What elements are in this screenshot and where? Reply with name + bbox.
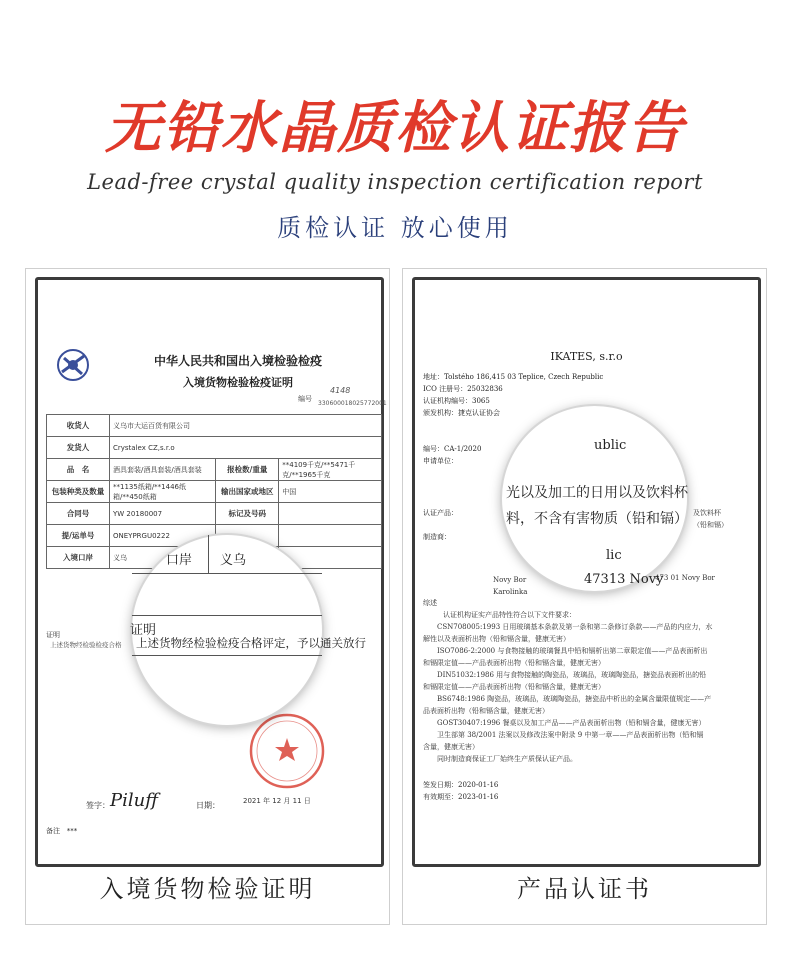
table-row — [47, 503, 382, 525]
form-label: 报检数/重量 — [216, 459, 279, 481]
ico-line: ICO 注册号：25032836 — [423, 385, 503, 393]
cert-text: 上述货物经检验检疫合格 — [50, 641, 122, 649]
table-row — [47, 437, 382, 459]
product-tail-2: （铅和镉） — [693, 521, 728, 529]
remark — [46, 826, 77, 836]
summary-line: CSN708005:1993 日用玻璃基本条款及第一条和第二条修订条款——产品的内应力，水 — [437, 623, 713, 631]
signature-label: 签字： — [86, 801, 110, 810]
page-title: 无铅水晶质检认证报告 — [105, 96, 685, 161]
form-value: ONEYPRGU0222 — [110, 525, 216, 547]
summary-label: 综述 — [423, 599, 437, 607]
summary-line: GOST30407:1996 餐桌以及加工产品——产品表面析出物（铅和镉含量，健康无害） — [437, 719, 706, 727]
form-value: YW 20180007 — [110, 503, 216, 525]
magnifier-lens — [502, 406, 687, 591]
lens-text: 义乌 — [220, 553, 247, 568]
form-value: 义乌市大运百货有限公司 — [110, 415, 382, 437]
issue-date-line: 签发日期：2020-01-16 — [423, 781, 499, 789]
certificate-title: 入境货物检验检疫证明 — [183, 376, 293, 389]
form-label: 收货人 — [47, 415, 110, 437]
magnifier-lens — [130, 535, 366, 725]
summary-line: 解性以及表面析出物（铅和镉含量，健康无害） — [423, 635, 570, 643]
lens-text: 上述货物经检验检疫合格评定，予以通关放行 — [136, 636, 366, 650]
card-caption: 产品认证书 — [517, 875, 652, 903]
table-row — [47, 415, 382, 437]
valid-until-line: 有效期至：2023-01-16 — [423, 793, 499, 801]
remark-label: 备注 — [46, 827, 60, 835]
summary-line: 品表面析出物（铅和镉含量，健康无害） — [423, 707, 549, 715]
form-value: **4109千克/**5471千克/**1965千克 — [279, 459, 382, 481]
card-caption: 入境货物检验证明 — [99, 875, 316, 903]
lens-text: 口岸 — [166, 553, 193, 568]
official-seal-icon — [248, 712, 326, 790]
lens-text: 证明 — [130, 623, 157, 638]
summary-line: 同时制造商保证工厂始终生产质保认证产品。 — [437, 755, 577, 763]
summary-line: 认证机构证实产品特性符合以下文件要求： — [443, 611, 576, 619]
form-value: **1135纸箱/**1446纸箱/**450纸箱 — [110, 481, 216, 503]
issuer-line: 颁发机构：捷克认证协会 — [423, 409, 500, 417]
lens-table-line — [132, 573, 322, 574]
form-label: 包装种类及数量 — [47, 481, 110, 503]
table-row — [47, 481, 382, 503]
inspection-certificate-card[interactable] — [25, 268, 390, 925]
lens-table-line — [132, 615, 322, 616]
cert-org-no-line: 认证机构编号：3065 — [423, 397, 490, 405]
form-label: 品 名 — [47, 459, 110, 481]
form-label: 输出国家或地区 — [216, 481, 279, 503]
form-label: 发货人 — [47, 437, 110, 459]
address-line: 地址：Tolstého 186,415 03 Teplice, Czech Republic — [423, 373, 604, 381]
issuing-authority: 中华人民共和国出入境检验检疫 — [153, 354, 322, 368]
form-value — [279, 525, 382, 547]
page-subtitle-english: Lead-free crystal quality inspection certification report — [87, 170, 703, 194]
handwritten-number: 4148 — [330, 386, 351, 395]
number-line: 编号：CA-1/2020 — [423, 445, 482, 453]
lens-text: 光以及加工的日用以及饮料杯 — [506, 485, 688, 501]
maker-label: 制造商： — [423, 533, 451, 541]
summary-line: DIN51032:1986 用与食物接触的陶瓷品，玻璃品，玻璃陶瓷品，搪瓷品表面析出的铅 — [437, 671, 707, 679]
maker-address: Karolinka — [493, 588, 528, 596]
summary-line: 卫生部第 38/2001 法案以及修改法案中附录 9 中第一章——产品表面析出物（铅和镉 — [437, 731, 704, 739]
applicant-label: 申请单位： — [423, 457, 458, 465]
summary-line: 和镉限定值——产品表面析出物（铅和镉含量，健康无害） — [423, 683, 605, 691]
page-slogan: 质检认证 放心使用 — [277, 214, 513, 242]
form-value: 酒具套装/酒具套装/酒具套装 — [110, 459, 216, 481]
form-value — [279, 503, 382, 525]
lens-text: ublic — [594, 438, 627, 453]
lens-table-line — [132, 655, 322, 656]
product-certificate-document — [412, 277, 761, 867]
lens-text: 料，不含有害物质（铅和镉） — [506, 511, 688, 527]
table-row — [47, 459, 382, 481]
remark-value: *** — [66, 827, 78, 835]
form-value: 义乌 — [110, 547, 216, 569]
date-label: 日期： — [196, 801, 220, 810]
product-tail: 及饮料杯 — [693, 509, 721, 517]
maker-address: 473 01 Novy Bor — [655, 574, 715, 582]
number-label: 编号 — [298, 395, 312, 403]
lens-text: 47313 Novy — [584, 572, 664, 587]
summary-line: BS6748:1986 陶瓷品，玻璃品，玻璃陶瓷品，搪瓷品中析出的金属含量限值规定——产 — [437, 695, 712, 703]
signature: Piluff — [110, 790, 158, 811]
form-label: 提/运单号 — [47, 525, 110, 547]
inspection-certificate-document — [35, 277, 387, 867]
summary-line: 含量，健康无害） — [423, 743, 479, 751]
number-value: 330600018025772001 — [318, 400, 387, 407]
form-label: 入境口岸 — [47, 547, 110, 569]
lens-table-line — [208, 535, 209, 573]
summary-line: ISO7086-2:2000 与食物接触的玻璃餐具中铅和镉析出第二章限定值——产品表面析出 — [437, 647, 708, 655]
ciq-emblem-icon — [56, 348, 90, 382]
product-certificate-card[interactable] — [402, 268, 767, 925]
form-value: 中国 — [279, 481, 382, 503]
cert-label: 证明 — [46, 631, 60, 639]
lens-text: lic — [606, 548, 622, 563]
date-value: 2021 年 12 月 11 日 — [243, 797, 311, 805]
form-label: 合同号 — [47, 503, 110, 525]
form-value: Crystalex CZ,s.r.o — [110, 437, 382, 459]
summary-line: 和镉限定值——产品表面析出物（铅和镉含量，健康无害） — [423, 659, 605, 667]
product-label: 认证产品： — [423, 509, 458, 517]
form-label: 标记及号码 — [216, 503, 279, 525]
certifying-org: IKATES, s.r.o — [550, 350, 623, 363]
maker-address: Novy Bor — [493, 576, 527, 584]
